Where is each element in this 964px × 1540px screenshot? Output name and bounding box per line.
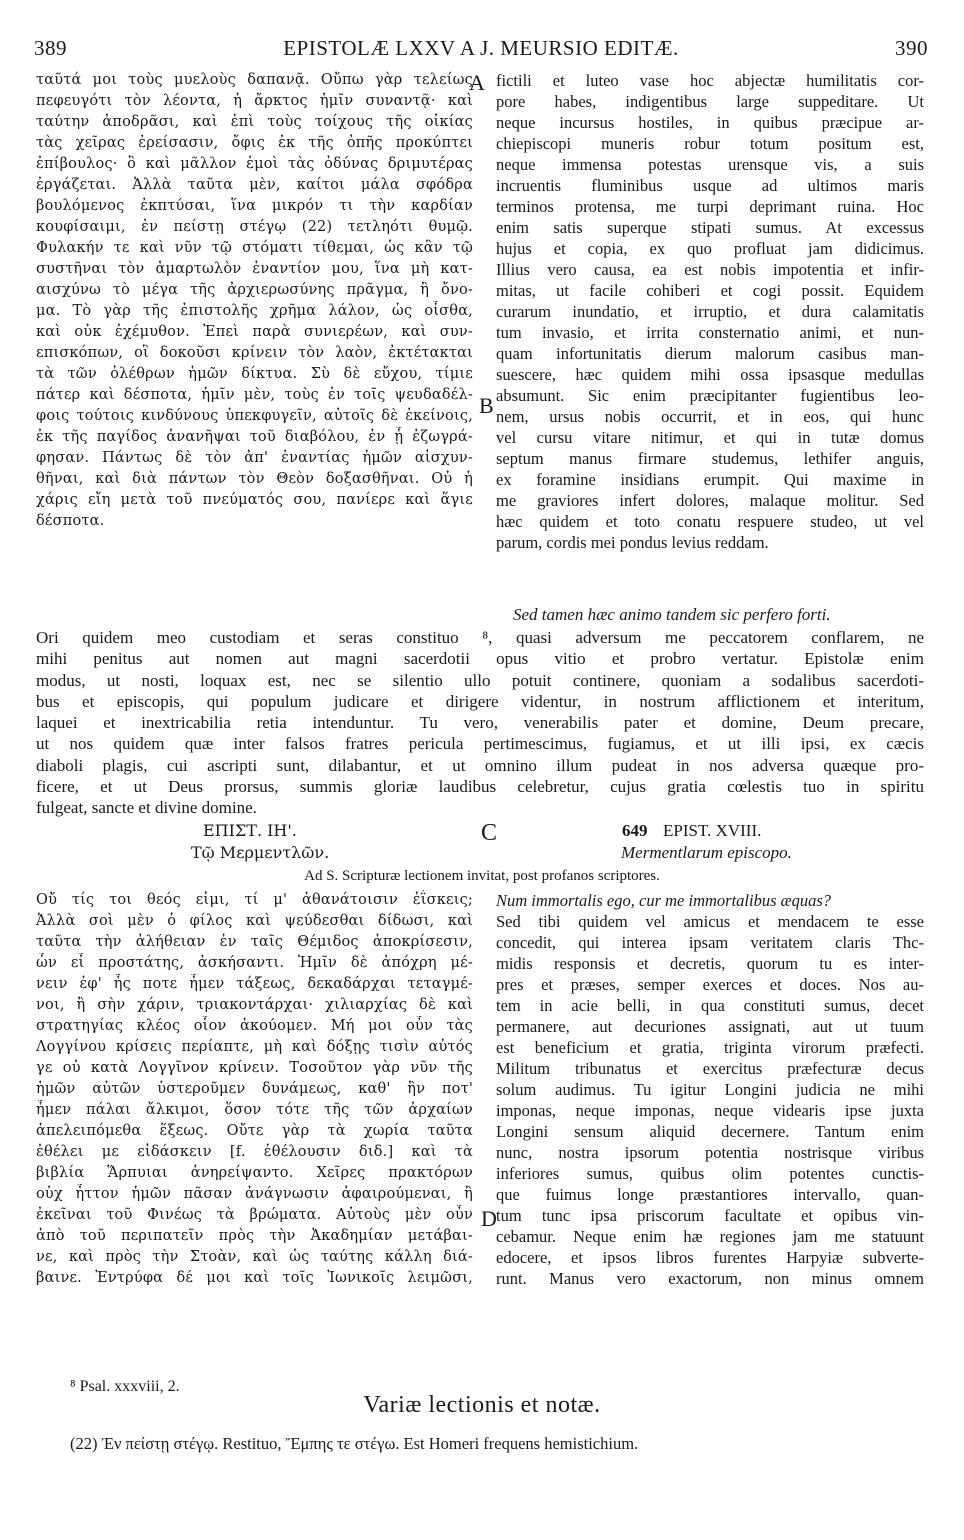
latin-text-line: enim satis superque stipati sumus. At excessus [496,218,924,237]
greek-text-line: ἀπὸ τοῦ περιπατεῖν πρὸς τὴν Ἀκαδημίαν μετάβαι- [36,1228,473,1244]
note-22: (22) Ἐν πείστῃ στέγῳ. Restituo, Ἔμπης τε στέγω. Est Homeri frequens hemistichium. [70,1434,639,1453]
greek-text-line: νοι, ἢ σὴν χάριν, τριακοντάρχαι· χιλιαρχίας δὲ καὶ [36,997,473,1013]
greek-text-line: τὰς χεῖρας ἐρείσασιν, ὄφις ἐκ τῆς ὀπῆς προκύπτει [36,135,473,151]
latin-text-line: tum tunc ipsa priscorum facultate et opibus vin- [496,1206,924,1225]
paragraph-line: bus et episcopis, qui populum judicare et dirigere videntur, in nostrum afflictionem et interitum, [36,691,924,711]
paragraph-line: diaboli plagis, cui ascripti sunt, dilabantur, et ut omnino illum pudeat in nos adversa quæque pro- [36,755,924,775]
latin-text-line: inferiores sumus, quibus olim potentes cunctis- [496,1164,924,1183]
greek-text-line: Ἀλλὰ σοὶ μὲν ὁ φίλος καὶ ψεύδεσθαι δίδωσι, καὶ [36,913,473,929]
greek-text-line: πάτερ καὶ δέσποτα, ἡμῖν μὲν, τοὺς ἐν τοῖς ψευδαδέλ- [36,387,473,403]
bottom-latin-italic-line: Num immortalis ego, cur me immortalibus æquas? [496,891,832,910]
latin-text-line: tum invasio, et irrita consternatio animi, et nun- [496,323,924,342]
latin-text-line: tem in acie belli, in qua constituti sumus, decet [496,996,924,1015]
latin-text-line: septum manus firmare studemus, lethifer anguis, [496,449,924,468]
paragraph-line: Ori quidem meo custodiam et seras constituo ⁸, quasi adversum me peccatorem conflarem, ne [36,628,924,647]
verse-line: Sed tamen hæc animo tandem sic perfero forti. [513,605,831,624]
running-head [34,36,928,62]
latin-text-line: cebamur. Neque enim hæ regiones jam me statuunt [496,1227,924,1246]
full-width-paragraph [36,627,924,819]
latin-text-line: est beneficium et gratia, triginta virorum præfecti. [496,1038,924,1057]
paragraph-line: fulgeat, sancte et divine domine. [36,798,257,818]
running-title: EPISTOLÆ LXXV A J. MEURSIO EDITÆ. [283,36,679,60]
margin-mark-c: C [481,820,498,846]
latin-text-line: hujus et copia, ex quo profluat jam didicimus. [496,239,924,258]
greek-text-line: οὐχ ἧττον ἡμῶν πᾶσαν ἀνάγνωσιν ἀφαιρούμεναι, ἢ [36,1186,473,1202]
greek-text-line: ταύτην ἀποδρᾶσι, καὶ ἐπὶ τοὺς τοίχους τῆς οἰκίας [36,114,473,130]
latin-letter-heading: EPIST. XVIII. [663,821,762,840]
latin-text-line: Sed tibi quidem vel amicus et mendacem te esse [496,912,924,931]
latin-text-line: incruentis fluminibus usque ad ultimos maris [496,176,924,195]
latin-text-line: me graviores infert dolores, malaque molitur. Sed [496,491,924,510]
greek-text-line: νειν ἐφ' ἧς ποτε ἦμεν τάξεως, δεκαδάρχαι τεταγμέ- [36,976,473,992]
latin-text-line: hæc quidem et toto conatu respuere studeo, ut vel [496,512,924,531]
greek-text-line: θῆναι, καὶ διὰ πάντων τὸν Θεὸν δοξασθῆναι. Οὐ ἡ [36,471,473,487]
latin-text-line: pore habes, indigentibus large suppeditare. Ut [496,92,924,111]
latin-text-line: Militum tribunatus et exercitus præfecturæ decus [496,1059,924,1078]
top-greek-column [36,70,473,532]
latin-text-line: terminos protensa, me turpi deprimant ruina. Hoc [496,197,924,216]
greek-text-line: ἐπίβουλος· ὃ καὶ μᾶλλον ἐμοὶ τὰς ὀδύνας δριμυτέρας [36,156,473,172]
letter-argument: Ad S. Scripturæ lectionem invitat, post profanos scriptores. [304,868,660,884]
latin-text-line: imponas, neque imponas, neque videaris ipse juxta [496,1101,924,1120]
latin-text-line: Longini sensum aliquid decernere. Tantum enim [496,1122,924,1141]
greek-text-line: ἐργάζεται. Ἀλλὰ ταῦτα μὲν, καίτοι μάλα σφόδρα [36,177,473,193]
greek-text-line: ταῦτα τὴν ἀλήθειαν ἐν ταῖς Θέμιδος ἀποκρίσεσιν, [36,934,473,950]
bottom-latin-column [496,890,924,1289]
greek-text-line: νε, καὶ πρὸς τὴν Στοὰν, καὶ ὡς ταύτης κάλλη διά- [36,1249,473,1265]
latin-text-line: ex foramine insidians erumpit. Qui maxime in [496,470,924,489]
margin-mark-d: D [481,1206,497,1231]
greek-text-line: ὧν εἶ προστάτης, ἀσκήσαντι. Ἡμῖν δὲ ἀπόχρη μέ- [36,955,473,971]
latin-text-line: nunc, nostra ipsorum potentia nostrisque viribus [496,1143,924,1162]
latin-text-line: mitas, ut facile cohiberi et cogi possit. Equidem [496,281,924,300]
latin-text-line: neque incursus hostiles, in quibus præcipue ar- [496,113,924,132]
latin-text-line: quam infortunitatis dierum malorum casibus man- [496,344,924,363]
margin-mark-a: A [469,70,485,95]
greek-text-line: συστῆναι τὸν ἁμαρτωλὸν ἐναντίον μου, ἵνα μὴ κατ- [36,261,473,277]
paragraph-line: ficere, et ut Deus prorsus, summis gloriæ laudibus celebretur, cujus gratia cœlestis tuo in spiritu [36,777,924,797]
greek-text-line: Φυλακήν τε καὶ νῦν τῷ στόματι τίθεμαι, ὡς κἂν τῷ [36,240,473,256]
latin-text-line: permanere, aut decuriones assignati, aut ut tuum [496,1017,924,1036]
greek-text-line: φησαν. Πάντως δὲ τὸν ἀπ' ἐναντίας ἡμῶν αἰσχυν- [36,450,473,466]
greek-text-line: αισχύνω τὸ μέγα τῆς ἀρχιερωσύνης πρᾶγμα, ἢ ὄνο- [36,282,473,298]
latin-text-line: midis responsis et decretis, quorum tu es inter- [496,954,924,973]
paragraph-line: laquei et inextricabilia retia intenduntur. Tu vero, venerabilis pater et domine, Deum precare, [36,713,924,733]
latin-text-line: edocere, et ipsos libros furentes Harpyiæ subverte- [496,1248,924,1267]
greek-text-line: ἐθέλει με εἰδάσκειν [f. ἐθέλουσιν διδ.] καὶ τὰ [36,1144,473,1160]
greek-text-line: στρατηγίας κλέος οἷον ἀκούομεν. Μή μοι οὖν τὰς [36,1018,473,1034]
latin-letter-number: 649 [622,821,648,840]
latin-text-line: concedit, qui interea ipsam veritatem claris Thc- [496,933,924,952]
paragraph-line: mihi penitus aut nomen aut magni sacerdotii opus vitio et probro vertatur. Epistolæ enim [36,649,924,669]
greek-text-line: τὰ τῶν ὀλέθρων ἡμῶν δίκτυα. Σὺ δὲ εὔχου, τίμιε [36,366,473,382]
greek-text-line: ἐκεῖναι τοῦ Φινέως τὰ βρώματα. Αὐτοὺς μὲν οὖν [36,1207,473,1223]
greek-text-line: Οὔ τίς τοι θεός εἰμι, τί μ' ἀθανάτοισιν ἐΐσκεις; [36,892,473,908]
footnote: ⁸ Psal. xxxviii, 2. [70,1378,180,1395]
latin-text-line: absumunt. Sic enim præcipitanter fugientibus leo- [496,386,924,405]
greek-text-line: χάρις εἴη μετὰ τοῦ πνεύματός σου, πανίερε καὶ ἅγιε [36,492,473,508]
page-number-right: 390 [895,36,928,60]
greek-text-line: καὶ οὐκ ἐχέμυθον. Ἐπεὶ παρὰ συνιερέων, καὶ συν- [36,324,473,340]
latin-text-line: chiepiscopi muneris robur totum positum est, [496,134,924,153]
greek-text-line: ταῦτά μοι τοὺς μυελοὺς δαπανᾷ. Οὔπω γὰρ τελείως [36,72,473,88]
paragraph-line: ut nos quidem quæ inter falsos fratres pericula pertimescimus, fugiamus, et ut illi ipsi, ex cæcis [36,734,924,754]
latin-addressee: Mermentlarum episcopo. [621,843,792,862]
latin-text-line: nem, ursus nobis occurrit, et in eos, qui hunc [496,407,924,426]
greek-text-line: μα. Τὸ γὰρ τῆς ἐπιστολῆς χρῆμα λάλον, ὡς οἶσθα, [36,303,473,319]
latin-text-line: que fuimus longe præstantiores intervallo, quan- [496,1185,924,1204]
greek-text-line: δέσποτα. [36,513,105,529]
greek-text-line: ἐκ τῆς παγίδος ἀνανῆψαι τοῦ διαβόλου, ἐν ᾗ ἐζωγρά- [36,429,473,445]
greek-text-line: βουλόμενος ἐκπτύσαι, ἵνα μικρόν τι τὴν καρδίαν [36,198,473,214]
greek-text-line: ἀπελειπόμεθα ἕξεως. Οὔτε γὰρ τὰ χωρία ταῦτα [36,1123,473,1139]
greek-letter-heading: ΕΠΙΣΤ. ΙΗ'. [203,821,297,840]
latin-text-line: neque immensa potestas urensque vis, a suis [496,155,924,174]
paragraph-line: modus, ut nosti, loquax est, nec se silentio ullo potuit continere, quoniam a sodalibus sacerdoti- [36,670,924,690]
greek-text-line: κουφίσαιμι, ἐν πείστῃ στέγῳ (22) τετληότι θυμῷ. [36,219,473,235]
greek-text-line: Λογγίνου κρίσεις περίαπτε, μὴ καὶ δόξῃς τισὶν αὐτός [36,1039,473,1055]
greek-text-line: ἦμεν πάλαι ἄλκιμοι, ὅσον τότε τῆς τῶν ἀρχαίων [36,1102,473,1118]
top-latin-column [496,70,924,553]
greek-text-line: βιβλία Ἅρπυιαι ἀνηρείψαντο. Χεῖρες πρακτόρων [36,1165,473,1181]
bottom-greek-column [36,890,473,1289]
greek-text-line: γε οὐ κατὰ Λογγῖνον κρίνειν. Τοσοῦτον γὰρ νῦν τῆς [36,1060,473,1076]
variae-lectionis-title: Variæ lectionis et notæ. [363,1392,601,1418]
latin-text-line: vel cursu vitare nitimur, et qui in tutæ domus [496,428,924,447]
latin-text-line: pres et præses, semper exerces et doces. Nos au- [496,975,924,994]
latin-text-line: solum audimus. Tu igitur Longini judicia ne mihi [496,1080,924,1099]
greek-text-line: πεφευγότι τὸν λέοντα, ἡ ἄρκτος ἡμῖν συναντᾷ· καὶ [36,93,473,109]
margin-mark-b: B [479,393,494,418]
greek-text-line: βαινε. Ἐντρύφα δέ μοι καὶ τοῖς Ἰωνικοῖς λειμῶσι, [36,1270,473,1286]
page-number-left: 389 [34,36,67,60]
greek-addressee: Τῷ Μερμεντλῶν. [191,843,330,862]
greek-text-line: φοις τούτοις κινδύνους ὑπεκφυγεῖν, αὐτοῖς δὲ ἐκείνοις, [36,408,473,424]
greek-text-line: ἡμῶν αὐτῶν ὑστεροῦμεν δυνάμεως, καθ' ἣν ποτ' [36,1081,473,1097]
latin-text-line: runt. Manus vero exactorum, non minus omnem [496,1269,924,1288]
greek-text-line: επισκόπων, οἳ δοκοῦσι κρίνειν τὸν λαὸν, ἐκτέτακται [36,345,473,361]
latin-text-line: Illius vero causa, ea est nobis impotentia et infir- [496,260,924,279]
latin-text-line: curarum inundatio, et irruptio, et dura calamitatis [496,302,924,321]
latin-text-line: suescere, hæc quidem mihi ossa ipsasque medullas [496,365,924,384]
latin-text-line: parum, cordis mei pondus levius reddam. [496,533,769,552]
latin-text-line: fictili et luteo vase hoc abjectæ humilitatis cor- [496,71,924,90]
